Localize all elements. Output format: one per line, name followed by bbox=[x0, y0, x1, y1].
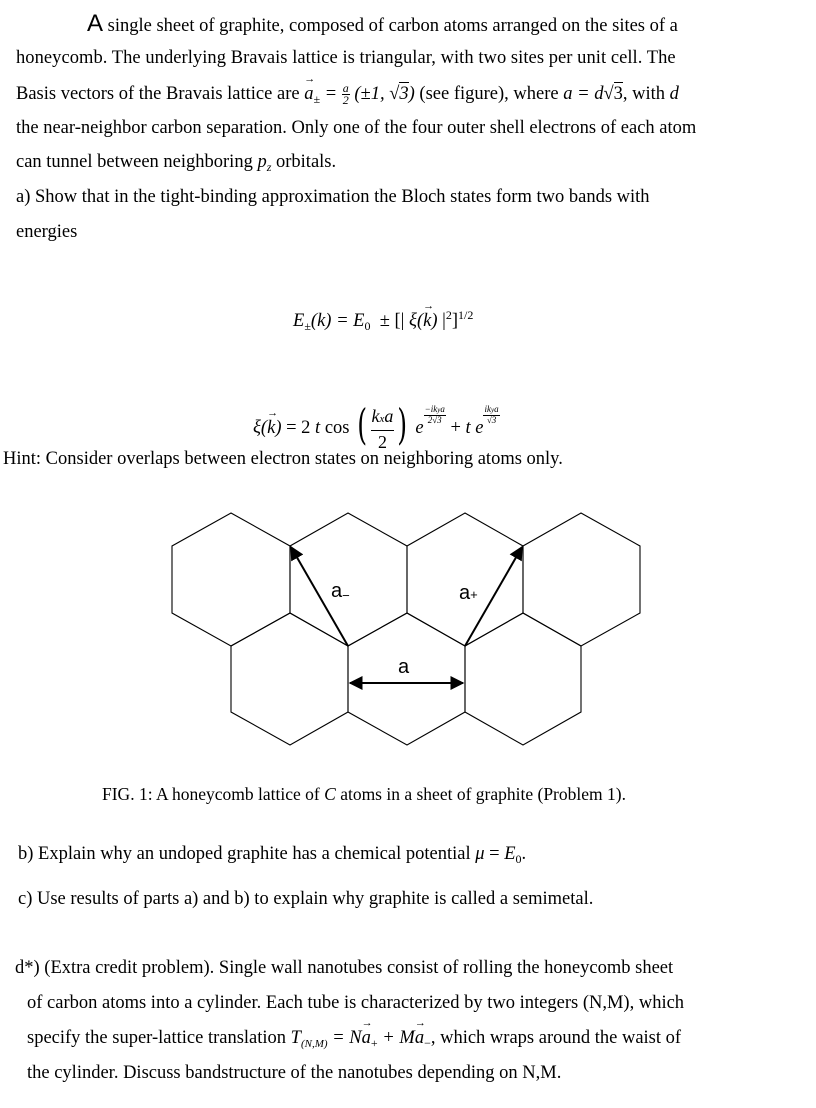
hexagon bbox=[407, 513, 523, 646]
part-a-line-1: a) Show that in the tight-binding approximation the Bloch states form two bands with bbox=[16, 187, 650, 207]
intro-line-4: the near-neighbor carbon separation. Only one of the four outer shell electrons of each atom bbox=[16, 118, 697, 138]
intro-text-5b: orbitals. bbox=[276, 152, 337, 172]
a-plus-label: a+ bbox=[459, 582, 478, 604]
basis-vector-formula: → $a_\pm$ = $\frac{a}{2}$ (±1, √3) bbox=[304, 84, 415, 104]
a-label: a bbox=[398, 656, 410, 678]
hint-text: Hint: Consider overlaps between electron states on neighboring atoms only. bbox=[3, 449, 563, 469]
intro-line-3: Basis vectors of the Bravais lattice are → $a_\pm$ = $\frac{a}{2}$ (±1, √3) (see figure), where a = d√3, with d bbox=[16, 83, 679, 106]
intro-line-2: honeycomb. The underlying Bravais lattice is triangular, with two sites per unit cell. The bbox=[16, 48, 676, 68]
figure-caption: FIG. 1: A honeycomb lattice of C atoms in a sheet of graphite (Problem 1). bbox=[102, 784, 626, 804]
part-a-line-2: energies bbox=[16, 222, 78, 242]
honeycomb-lattice-figure bbox=[0, 500, 816, 770]
hexagon bbox=[290, 513, 407, 646]
hexagon bbox=[465, 613, 581, 745]
xi-equation: ξ(→ k) = 2 t cos ( $\frac{\text{kxa}}{2}$ ) e $\frac{\text{−ikya}}{2√3}$ + t e $\frac{\text{ikya}}{√3}$ bbox=[253, 394, 500, 453]
translation-formula: $T_{(N,M)} = N\to a_+ + M\to a_-$ bbox=[291, 1028, 431, 1048]
drop-cap: A bbox=[87, 10, 104, 37]
intro-text-3c: , with bbox=[622, 83, 665, 104]
intro-line-1 bbox=[16, 10, 678, 38]
energy-equation: $E_\pm(k) = E_0$ ± [| ξ(→ k) $|^2]^{1/2}$ bbox=[293, 311, 473, 332]
intro-text-3b: (see figure), where bbox=[419, 83, 559, 104]
intro-text-3a: Basis vectors of the Bravais lattice are bbox=[16, 83, 300, 104]
part-d-line-2: of carbon atoms into a cylinder. Each tube is characterized by two integers (N,M), which bbox=[27, 993, 685, 1013]
pz-orbital: $p_z$ bbox=[257, 152, 272, 174]
part-d-line-1: d*) (Extra credit problem). Single wall nanotubes consist of rolling the honeycomb sheet bbox=[15, 958, 674, 978]
intro-text-1: single sheet of graphite, composed of carbon atoms arranged on the sites of a bbox=[107, 16, 678, 36]
hexagon bbox=[348, 613, 465, 745]
part-c-text: c) Use results of parts a) and b) to explain why graphite is called a semimetal. bbox=[18, 889, 594, 909]
intro-text-5a: can tunnel between neighboring bbox=[16, 152, 253, 172]
part-b-text: b) Explain why an undoped graphite has a chemical potential $\mu = E_0$. bbox=[18, 844, 527, 866]
part-d-line-4: the cylinder. Discuss bandstructure of the nanotubes depending on N,M. bbox=[27, 1063, 562, 1083]
a-minus-label: a− bbox=[331, 580, 350, 603]
lattice-constant-formula: a = d√3 bbox=[563, 83, 623, 104]
part-d-line-3: specify the super-lattice translation $T_{(N,M)} = N\to a_+ + M\to a_-$, which wraps around the waist of bbox=[27, 1028, 681, 1049]
hexagon bbox=[523, 513, 640, 646]
hexagon bbox=[231, 613, 348, 745]
intro-line-5 bbox=[16, 152, 336, 173]
hexagon bbox=[172, 513, 290, 646]
